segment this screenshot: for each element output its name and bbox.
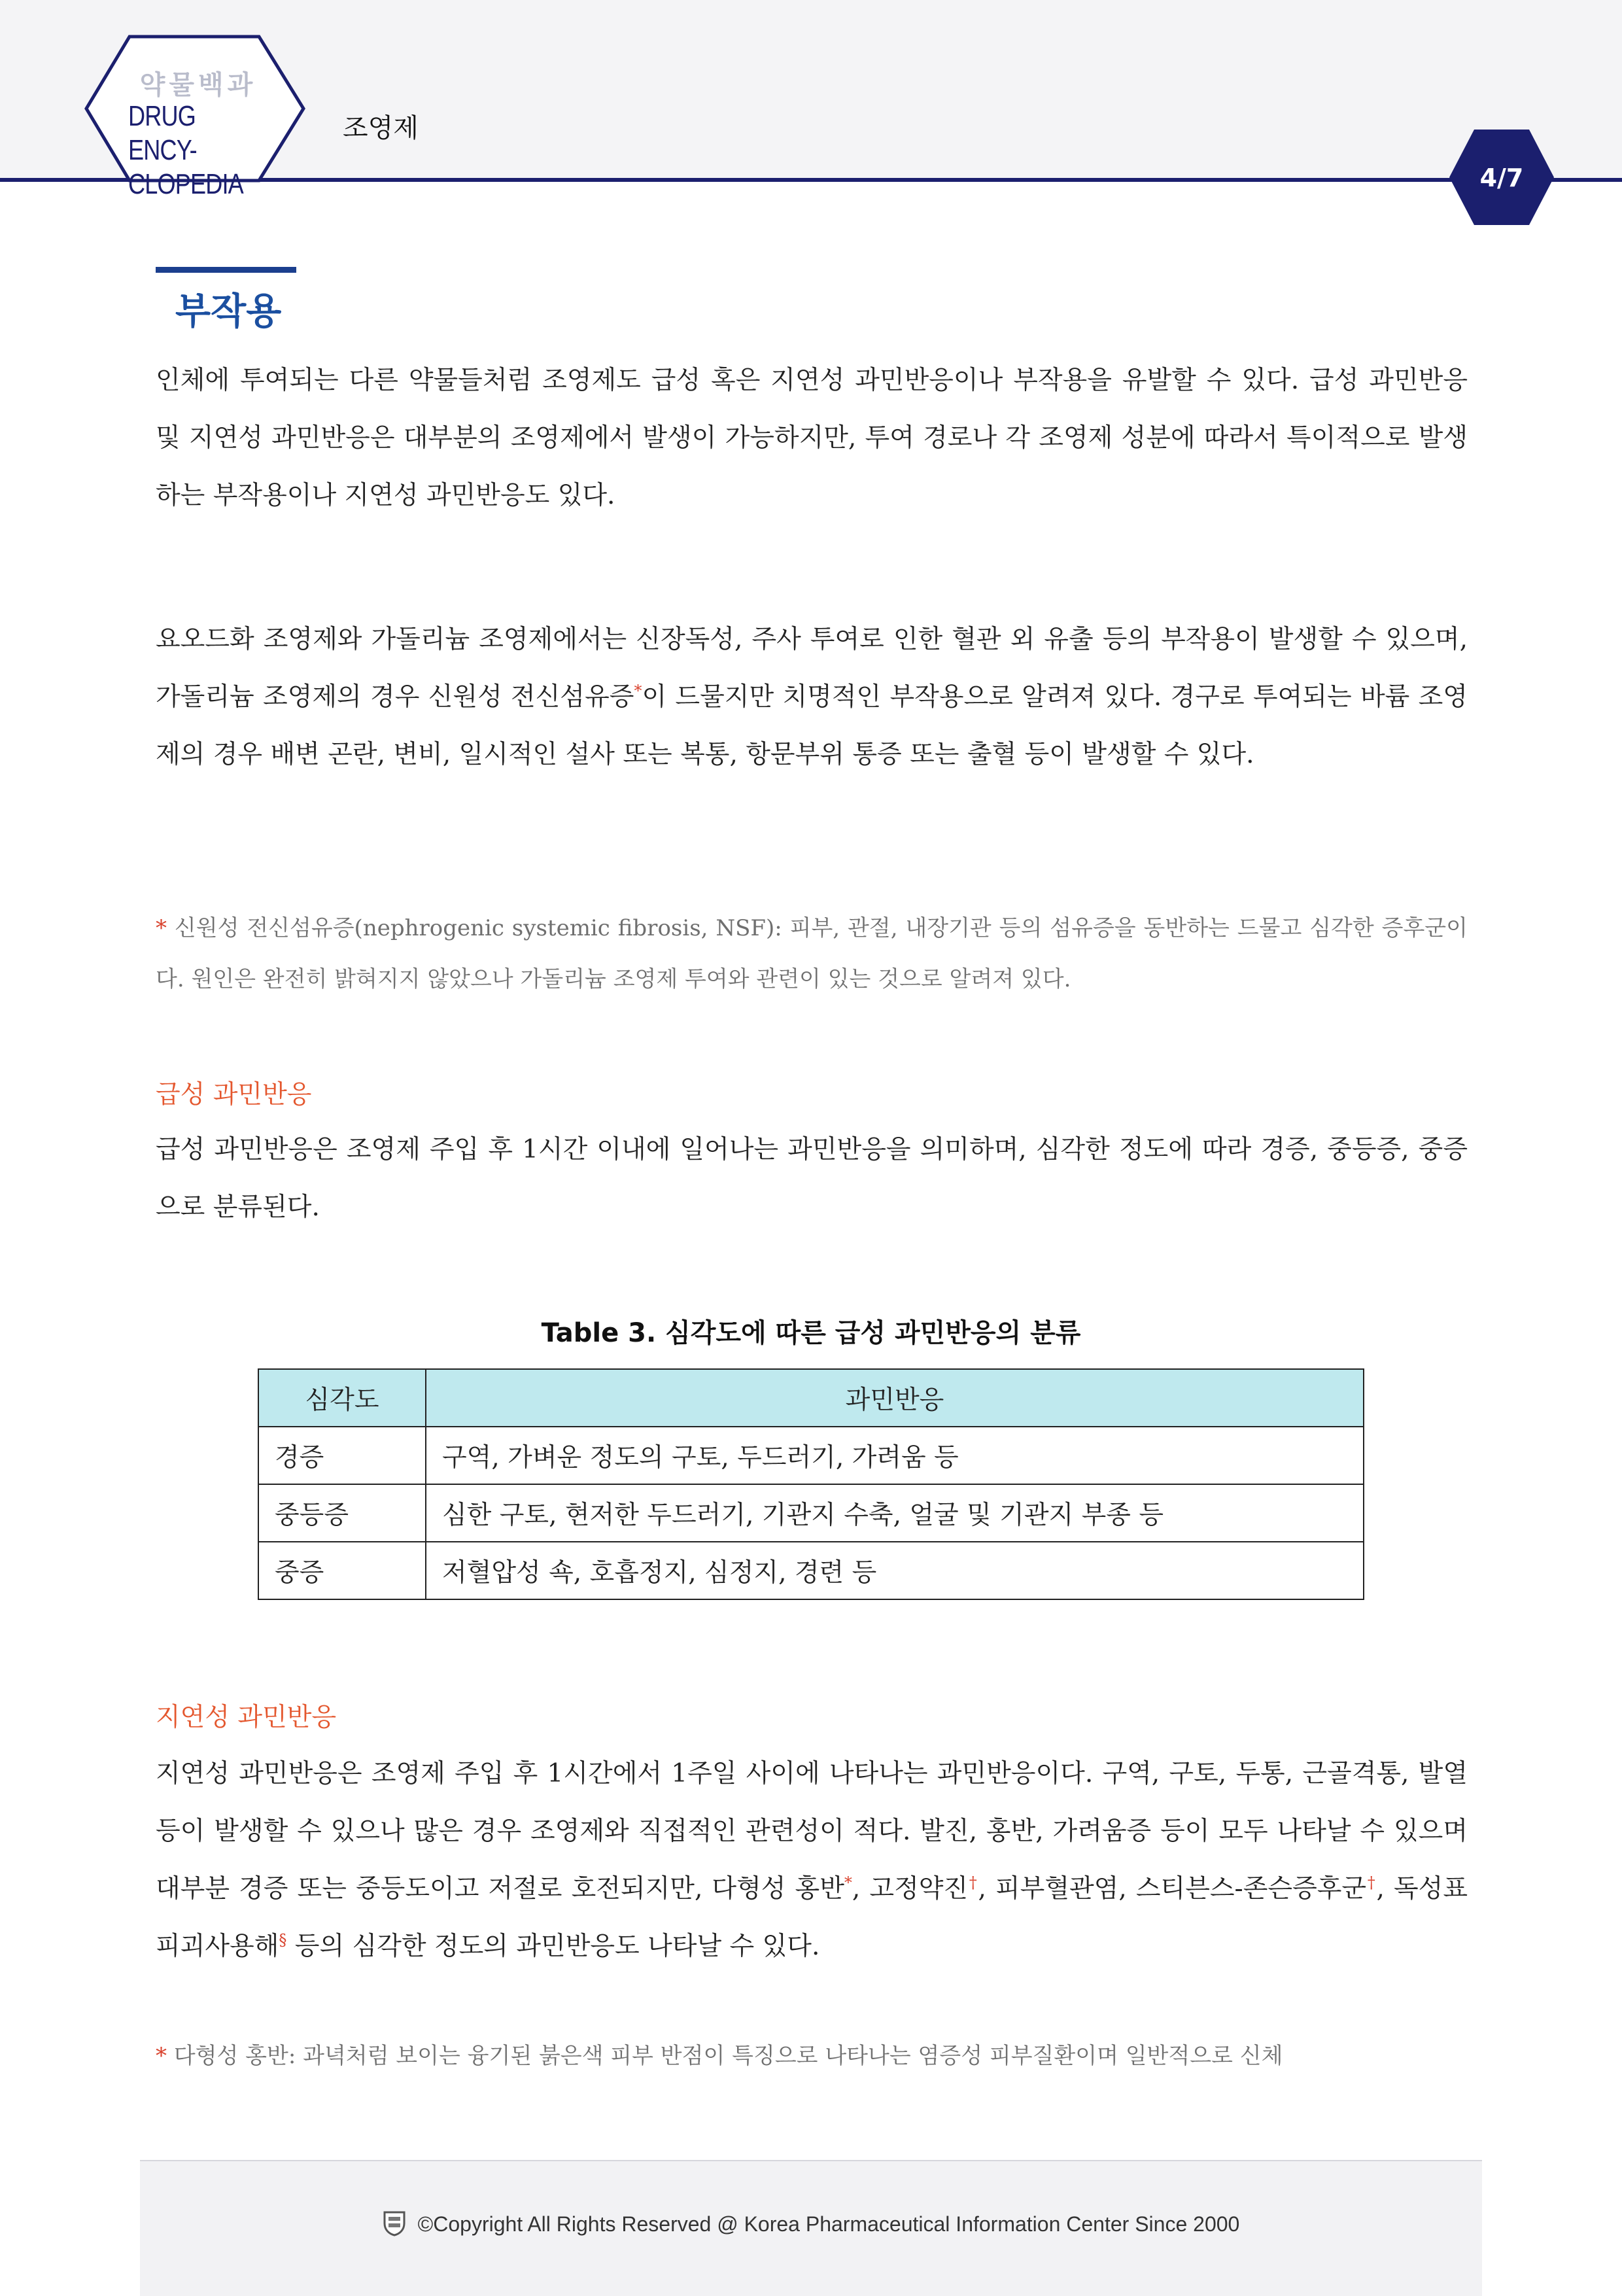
- paragraph-delayed-part-1: 지연성 과민반응은 조영제 주입 후 1시간에서 1주일 사이에 나타나는 과민반응이다. 구역, 구토, 두통, 근골격통, 발열 등이 발생할 수 있으나 많은 경우 조영제와 직접적인 관련성이 적다. 발진, 홍반, 가려움증 등이 모두 나타날 수 있으며 대부분 경증 또는 중등도이고 저절로 호전되지만, 다형성 홍반: [156, 1759, 1468, 1904]
- table-cell-severity: 중증: [258, 1542, 426, 1599]
- section-title: 부작용: [175, 290, 282, 333]
- footnote-star: *: [156, 2043, 167, 2069]
- table-caption: Table 3. 심각도에 따른 급성 과민반응의 분류: [541, 1318, 1081, 1348]
- table-header-cell: 심각도: [258, 1369, 426, 1427]
- footnote-erythema-text: 다형성 홍반: 과녁처럼 보이는 융기된 붉은색 피부 반점이 특징으로 나타나는 염증성 피부질환이며 일반적으로 신체: [173, 2043, 1283, 2069]
- footnote-marker: *: [634, 682, 642, 700]
- footnote-star: *: [156, 915, 167, 941]
- footnote-erythema: [156, 2030, 1468, 2081]
- table-row: [258, 1484, 1364, 1542]
- footnote-marker: †: [1366, 1873, 1377, 1892]
- footnote-marker: §: [279, 1931, 287, 1949]
- table-row: [258, 1542, 1364, 1599]
- section-title-bar: [156, 267, 296, 273]
- paragraph-acute: 급성 과민반응은 조영제 주입 후 1시간 이내에 일어나는 과민반응을 의미하며, 심각한 정도에 따라 경증, 중등증, 중증으로 분류된다.: [156, 1135, 1468, 1222]
- severity-table: [258, 1368, 1364, 1600]
- paragraph-delayed-part-2: , 고정약진: [852, 1874, 969, 1904]
- paragraph-side-effects: [156, 611, 1468, 784]
- logo-english-line-1: DRUG ENCY-: [128, 100, 197, 166]
- paragraph-delayed-part-4: , 독성표피괴사용해: [156, 1874, 1468, 1961]
- page-indicator: [1448, 128, 1555, 226]
- table-header-row: [258, 1369, 1364, 1427]
- table-cell-reaction: 저혈압성 쇽, 호흡정지, 심정지, 경련 등: [426, 1542, 1364, 1599]
- subheading-acute: 급성 과민반응: [156, 1080, 312, 1109]
- footer: [0, 2212, 1622, 2239]
- logo-english-line-2: CLOPEDIA: [128, 168, 243, 200]
- shield-crest-icon: [383, 2210, 406, 2236]
- table-cell-severity: 중등증: [258, 1484, 426, 1542]
- footnote-marker: †: [968, 1873, 978, 1892]
- document-category: 조영제: [343, 113, 419, 143]
- paragraph-delayed-part-5: 등의 심각한 정도의 과민반응도 나타날 수 있다.: [286, 1932, 820, 1961]
- paragraph-side-effects-part-2: 이 드물지만 치명적인 부작용으로 알려져 있다. 경구로 투여되는 바륨 조영제의 경우 배변 곤란, 변비, 일시적인 설사 또는 복통, 항문부위 통증 또는 출혈 등이 발생할 수 있다.: [156, 682, 1468, 769]
- page-number: 4/7: [1479, 164, 1524, 192]
- table-header-cell: 과민반응: [426, 1369, 1364, 1427]
- table-cell-severity: 경증: [258, 1427, 426, 1484]
- footnote-nsf: [156, 903, 1468, 1005]
- footer-copyright: ©Copyright All Rights Reserved @ Korea Pharmaceutical Information Center Since 2000: [417, 2212, 1240, 2236]
- logo: [84, 34, 313, 200]
- table-cell-reaction: 구역, 가벼운 정도의 구토, 두드러기, 가려움 등: [426, 1427, 1364, 1484]
- logo-korean-text: 약물백과: [139, 70, 257, 100]
- paragraph-intro: 인체에 투여되는 다른 약물들처럼 조영제도 급성 혹은 지연성 과민반응이나 부작용을 유발할 수 있다. 급성 과민반응 및 지연성 과민반응은 대부분의 조영제에서 발생이 가능하지만, 투여 경로나 각 조영제 성분에 따라서 특이적으로 발생하는 부작용이나 지연성 과민반응도 있다.: [156, 366, 1468, 510]
- paragraph-delayed: [156, 1745, 1468, 1975]
- footnote-marker: *: [844, 1873, 852, 1892]
- table-row: [258, 1427, 1364, 1484]
- table-cell-reaction: 심한 구토, 현저한 두드러기, 기관지 수축, 얼굴 및 기관지 부종 등: [426, 1484, 1364, 1542]
- footnote-nsf-text: 신원성 전신섬유증(nephrogenic systemic fibrosis, NSF): 피부, 관절, 내장기관 등의 섬유증을 동반하는 드물고 심각한 증후군이다. 원인은 완전히 밝혀지지 않았으나 가돌리늄 조영제 투여와 관련이 있는 것으로 알려져 있다.: [156, 915, 1468, 992]
- logo-english-text: [128, 99, 267, 201]
- paragraph-delayed-part-3: , 피부혈관염, 스티븐스-존슨증후군: [978, 1874, 1367, 1904]
- paragraph-side-effects-part-1: 요오드화 조영제와 가돌리늄 조영제에서는 신장독성, 주사 투여로 인한 혈관 외 유출 등의 부작용이 발생할 수 있으며, 가돌리늄 조영제의 경우 신원성 전신섬유증: [156, 625, 1468, 712]
- subheading-delayed: 지연성 과민반응: [156, 1703, 337, 1732]
